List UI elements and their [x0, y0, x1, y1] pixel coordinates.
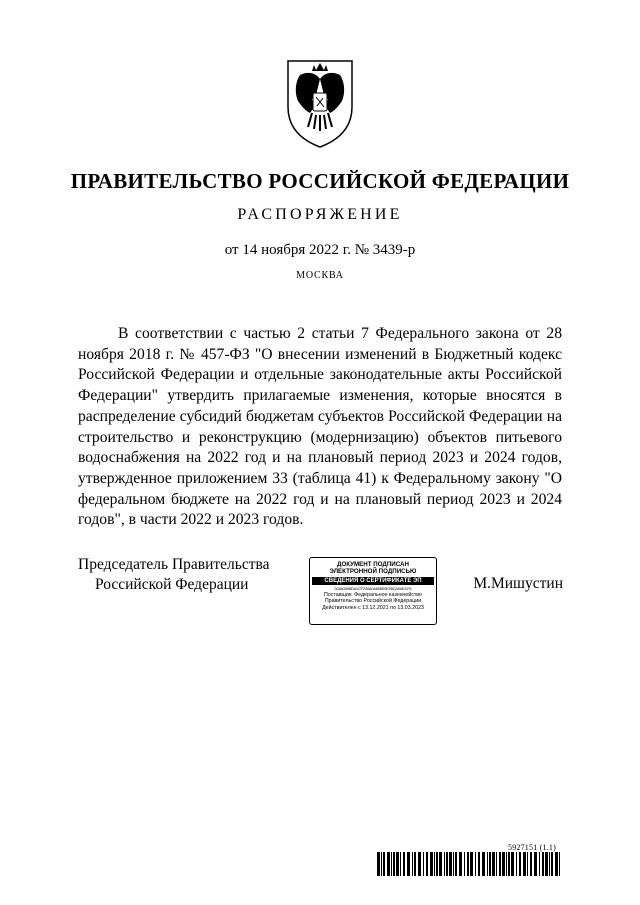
stamp-line-1: ДОКУМЕНТ ПОДПИСАН [337, 561, 409, 568]
document-type: РАСПОРЯЖЕНИЕ [237, 206, 403, 223]
stamp-serial: 00A63398DA1CF230A0A656E0E95CA9AECF6 [334, 586, 412, 591]
position-line-2: Российской Федерации [95, 576, 249, 593]
order-paragraph: В соответствии с частью 2 статьи 7 Федерального закона от 28 ноября 2018 г. № 457-ФЗ "О внесении изменений в Бюджетный кодекс Российской Федерации и отдельные законодательные акты Российской Федерации" утвердить прилагаемые изменения, которые вносятся в распределение субсидий бюджетам субъектов Российской Федерации на строительство и реконструкцию (модернизацию) объектов питьевого водоснабжения на 2022 год и на плановый период 2023 и 2024 годов, утвержденное приложением 33 (таблица 41) к Федеральному закону "О федеральном бюджете на 2022 год и на плановый период 2023 и 2024 годов", в части 2022 и 2023 годов. [78, 325, 562, 529]
russian-coat-of-arms-icon [282, 57, 358, 149]
stamp-issuer-1: Поставщик: Федеральное казначейство [324, 591, 422, 598]
signatory-name: М.Мишустин [473, 575, 563, 592]
electronic-signature-stamp [309, 557, 437, 625]
document-city: МОСКВА [296, 270, 344, 281]
position-line-1: Председатель Правительства [78, 556, 270, 573]
stamp-validity: Действителен с 13.12.2021 по 13.03.2023 [322, 604, 424, 611]
barcode-icon [377, 852, 563, 881]
stamp-certificate-header: СВЕДЕНИЯ О СЕРТИФИКАТЕ ЭП [312, 577, 434, 585]
stamp-line-2: ЭЛЕКТРОННОЙ ПОДПИСЬЮ [329, 568, 417, 576]
document-code: 5927151 (1.1) [508, 843, 556, 852]
stamp-issuer-2: Правительство Российской Федерации [324, 598, 422, 605]
signatory-position [78, 555, 270, 595]
government-title: ПРАВИТЕЛЬСТВО РОССИЙСКОЙ ФЕДЕРАЦИИ [70, 169, 570, 193]
document-date-number: от 14 ноября 2022 г. № 3439-р [224, 242, 416, 258]
